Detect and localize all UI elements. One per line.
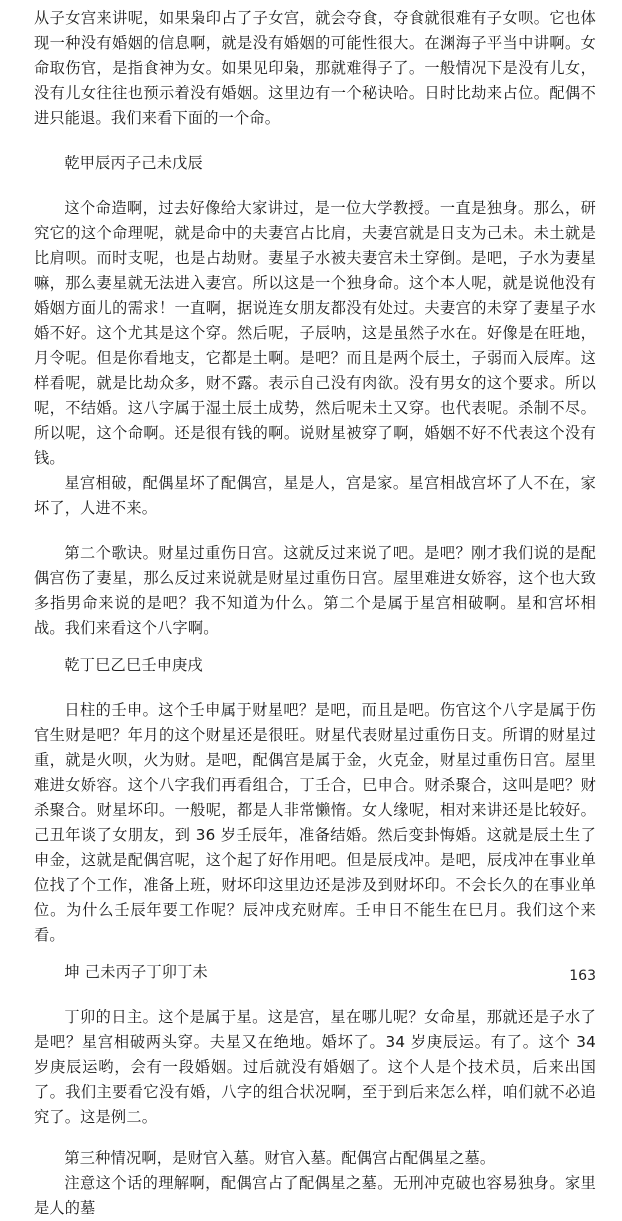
chart-heading-example-2: 乾丁巳乙巳壬申庚戌 [64, 656, 203, 674]
paragraph-note-tomb: 注意这个话的理解啊，配偶宫占了配偶星之墓。无刑冲克破也容易独身。家里是人的墓 [34, 1174, 596, 1217]
paragraph-star-palace-clash: 星宫相破，配偶星坏了配偶宫，星是人，宫是家。星宫相战宫坏了人不在，家坏了，人进不来。 [34, 474, 596, 517]
paragraph-second-verse: 第二个歌诀。财星过重伤日宫。这就反过来说了吧。是吧？刚才我们说的是配偶宫伤了妻星，那么反过来说就是财星过重伤日宫。屋里难进女娇容，这个也大致多指男命来说的是吧？我不知道为什么。第二个是属于星宫相破啊。星和宫坏相战。我们来看这个八字啊。 [34, 544, 596, 637]
spacer [34, 176, 596, 196]
spacer [34, 131, 596, 151]
paragraph-child-palace: 从子女宫来讲呢，如果枭印占了子女宫，就会夺食，夺食就很难有子女呗。它也体现一种没有婚姻的信息啊，就是没有婚姻的可能性很大。在渊海子平当中讲啊。女命取伤官，是指食神为女。如果见印枭，那就难得子了。一般情况下是没有儿女，没有儿女往往也预示着没有婚姻。这里边有一个秘诀哈。日时比劫来占位。配偶不进只能退。我们来看下面的一个命。 [34, 9, 596, 127]
spacer [34, 678, 596, 698]
paragraph-dingmao-case: 丁卯的日主。这个是属于星。这是宫，星在哪儿呢？女命星，那就还是子水了是吧？星宫相破两头穿。夫星又在绝地。婚坏了。34 岁庚辰运。有了。这个 34 岁庚辰运哟，会有一段婚姻。过后就没有婚姻了。这个人是个技术员，后来出国了。我们主要看它没有婚，八字的组合状况啊，至于到后来怎么样，咱们就不必追究了。这是例二。 [34, 1008, 596, 1126]
page-number: 163 [569, 968, 596, 984]
spacer [34, 641, 596, 653]
chart-heading-example-1: 乾甲辰丙子己未戊辰 [64, 154, 203, 172]
paragraph-third-situation: 第三种情况啊，是财官入墓。财官入墓。配偶宫占配偶星之墓。 [64, 1149, 496, 1167]
spacer [34, 948, 596, 960]
spacer [34, 1130, 596, 1146]
paragraph-professor-case: 这个命造啊，过去好像给大家讲过，是一位大学教授。一直是独身。那么，研究它的这个命理呢，就是命中的夫妻宫占比肩，夫妻宫就是日支为己未。未土就是比肩呗。而时支呢，也是占劫财。妻星子水被夫妻宫未土穿倒。是吧，子水为妻星嘛，那么妻星就无法进入妻宫。所以这是一个独身命。这个本人呢，就是说他没有婚姻方面儿的需求！一直啊，据说连女朋友都没有处过。夫妻宫的未穿了妻星子水婚不好。这个尤其是这个穿。然后呢，子辰呐，这是虽然子水在。好像是在旺地，月令呢。但是你看地支，它都是土啊。是吧？而且是两个辰土，子弱而入辰库。这样看呢，就是比劫众多，财不露。表示自己没有肉欲。没有男女的这个要求。所以呢，不结婚。这八字属于湿土辰土成势，然后呢未土又穿。也代表呢。杀制不尽。所以呢，这个命啊。还是很有钱的啊。说财星被穿了啊，婚姻不好不代表这个没有钱。 [34, 199, 596, 467]
spacer [34, 521, 596, 541]
spacer [34, 985, 596, 1005]
paragraph-renshen-case: 日柱的壬申。这个壬申属于财星吧？是吧，而且是吧。伤官这个八字是属于伤官生财是吧？年月的这个财星还是很旺。财星代表财星过重伤日支。所谓的财星过重，就是火呗，火为财。是吧，配偶宫是属于金，火克金，财星过重伤日宫。屋里难进女娇容。这个八字我们再看组合，丁壬合，巳申合。财杀聚合，这叫是吧？财杀聚合。财星坏印。一般呢，都是人非常懒惰。女人缘呢，相对来讲还是比较好。己丑年谈了女朋友，到 36 岁壬辰年，准备结婚。然后变卦悔婚。这就是辰土生了申金，这就是配偶宫呢，这个起了好作用吧。但是辰戌冲。是吧，辰戌冲在事业单位找了个工作，准备上班，财坏印这里边还是涉及到财坏印。不会长久的在事业单位。为什么壬辰年要工作呢？辰冲戌充财库。壬申日不能生在巳月。我们这个来看。 [34, 701, 596, 944]
chart-heading-example-3: 坤 己未丙子丁卯丁未 [64, 963, 208, 981]
